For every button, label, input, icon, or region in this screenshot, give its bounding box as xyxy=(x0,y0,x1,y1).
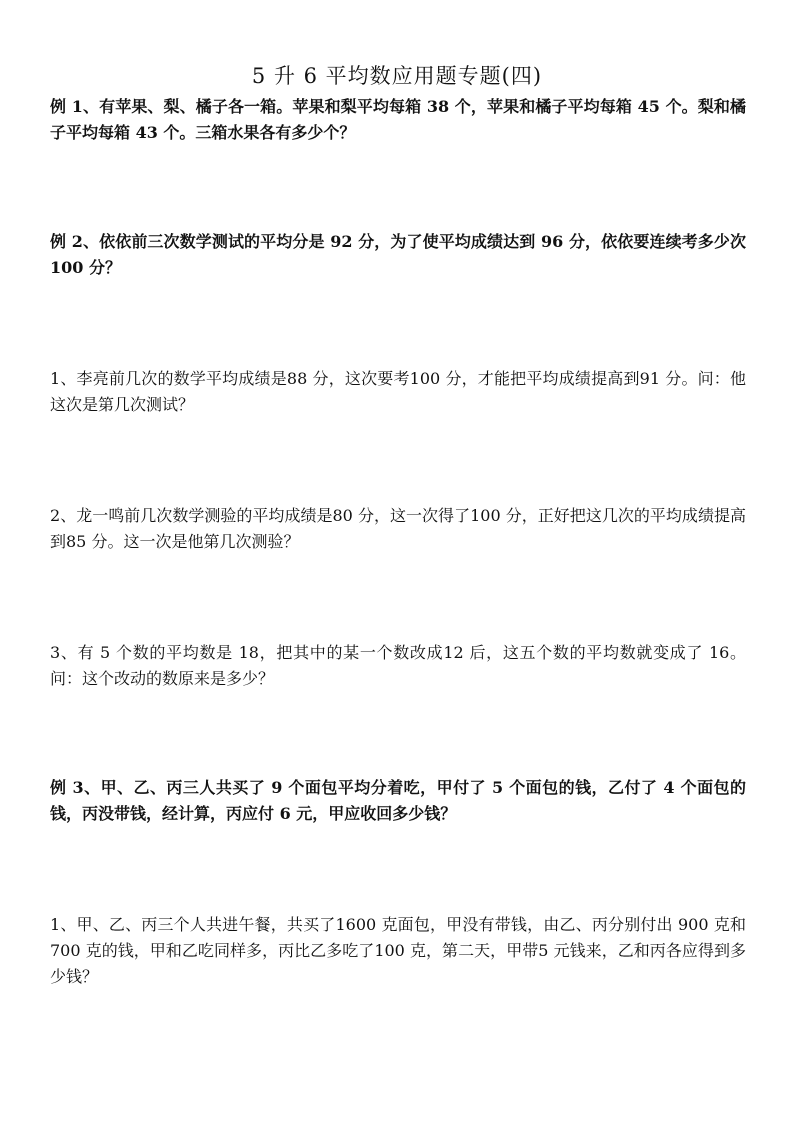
example-3-problem: 例 3、甲、乙、丙三人共买了 9 个面包平均分着吃，甲付了 5 个面包的钱，乙付了 4 个面包的钱，丙没带钱，经计算，丙应付 6 元，甲应收回多少钱？ xyxy=(50,778,746,823)
example-2-problem: 例 2、依依前三次数学测试的平均分是 92 分，为了使平均成绩达到 96 分，依依要连续考多少次 100 分？ xyxy=(50,232,746,277)
page-title: 5 升 6 平均数应用题专题(四) xyxy=(251,64,543,89)
practice-4-problem: 1、甲、乙、丙三个人共进午餐，共买了1600 克面包，甲没有带钱，由乙、丙分别付出 900 克和 700 克的钱，甲和乙吃同样多，丙比乙多吃了100 克，第二天，甲带5 元钱来，乙和丙各应得到多少钱？ xyxy=(50,915,746,986)
example-1-problem: 例 1、有苹果、梨、橘子各一箱。苹果和梨平均每箱 38 个，苹果和橘子平均每箱 45 个。梨和橘子平均每箱 43 个。三箱水果各有多少个？ xyxy=(50,97,746,142)
practice-2-problem: 2、龙一鸣前几次数学测验的平均成绩是80 分，这一次得了100 分，正好把这几次的平均成绩提高到85 分。这一次是他第几次测验？ xyxy=(50,506,746,551)
practice-1-problem: 1、李亮前几次的数学平均成绩是88 分，这次要考100 分，才能把平均成绩提高到91 分。问：他这次是第几次测试？ xyxy=(50,369,746,414)
practice-3-problem: 3、有 5 个数的平均数是 18，把其中的某一个数改成12 后，这五个数的平均数就变成了 16。问：这个改动的数原来是多少？ xyxy=(50,643,746,688)
